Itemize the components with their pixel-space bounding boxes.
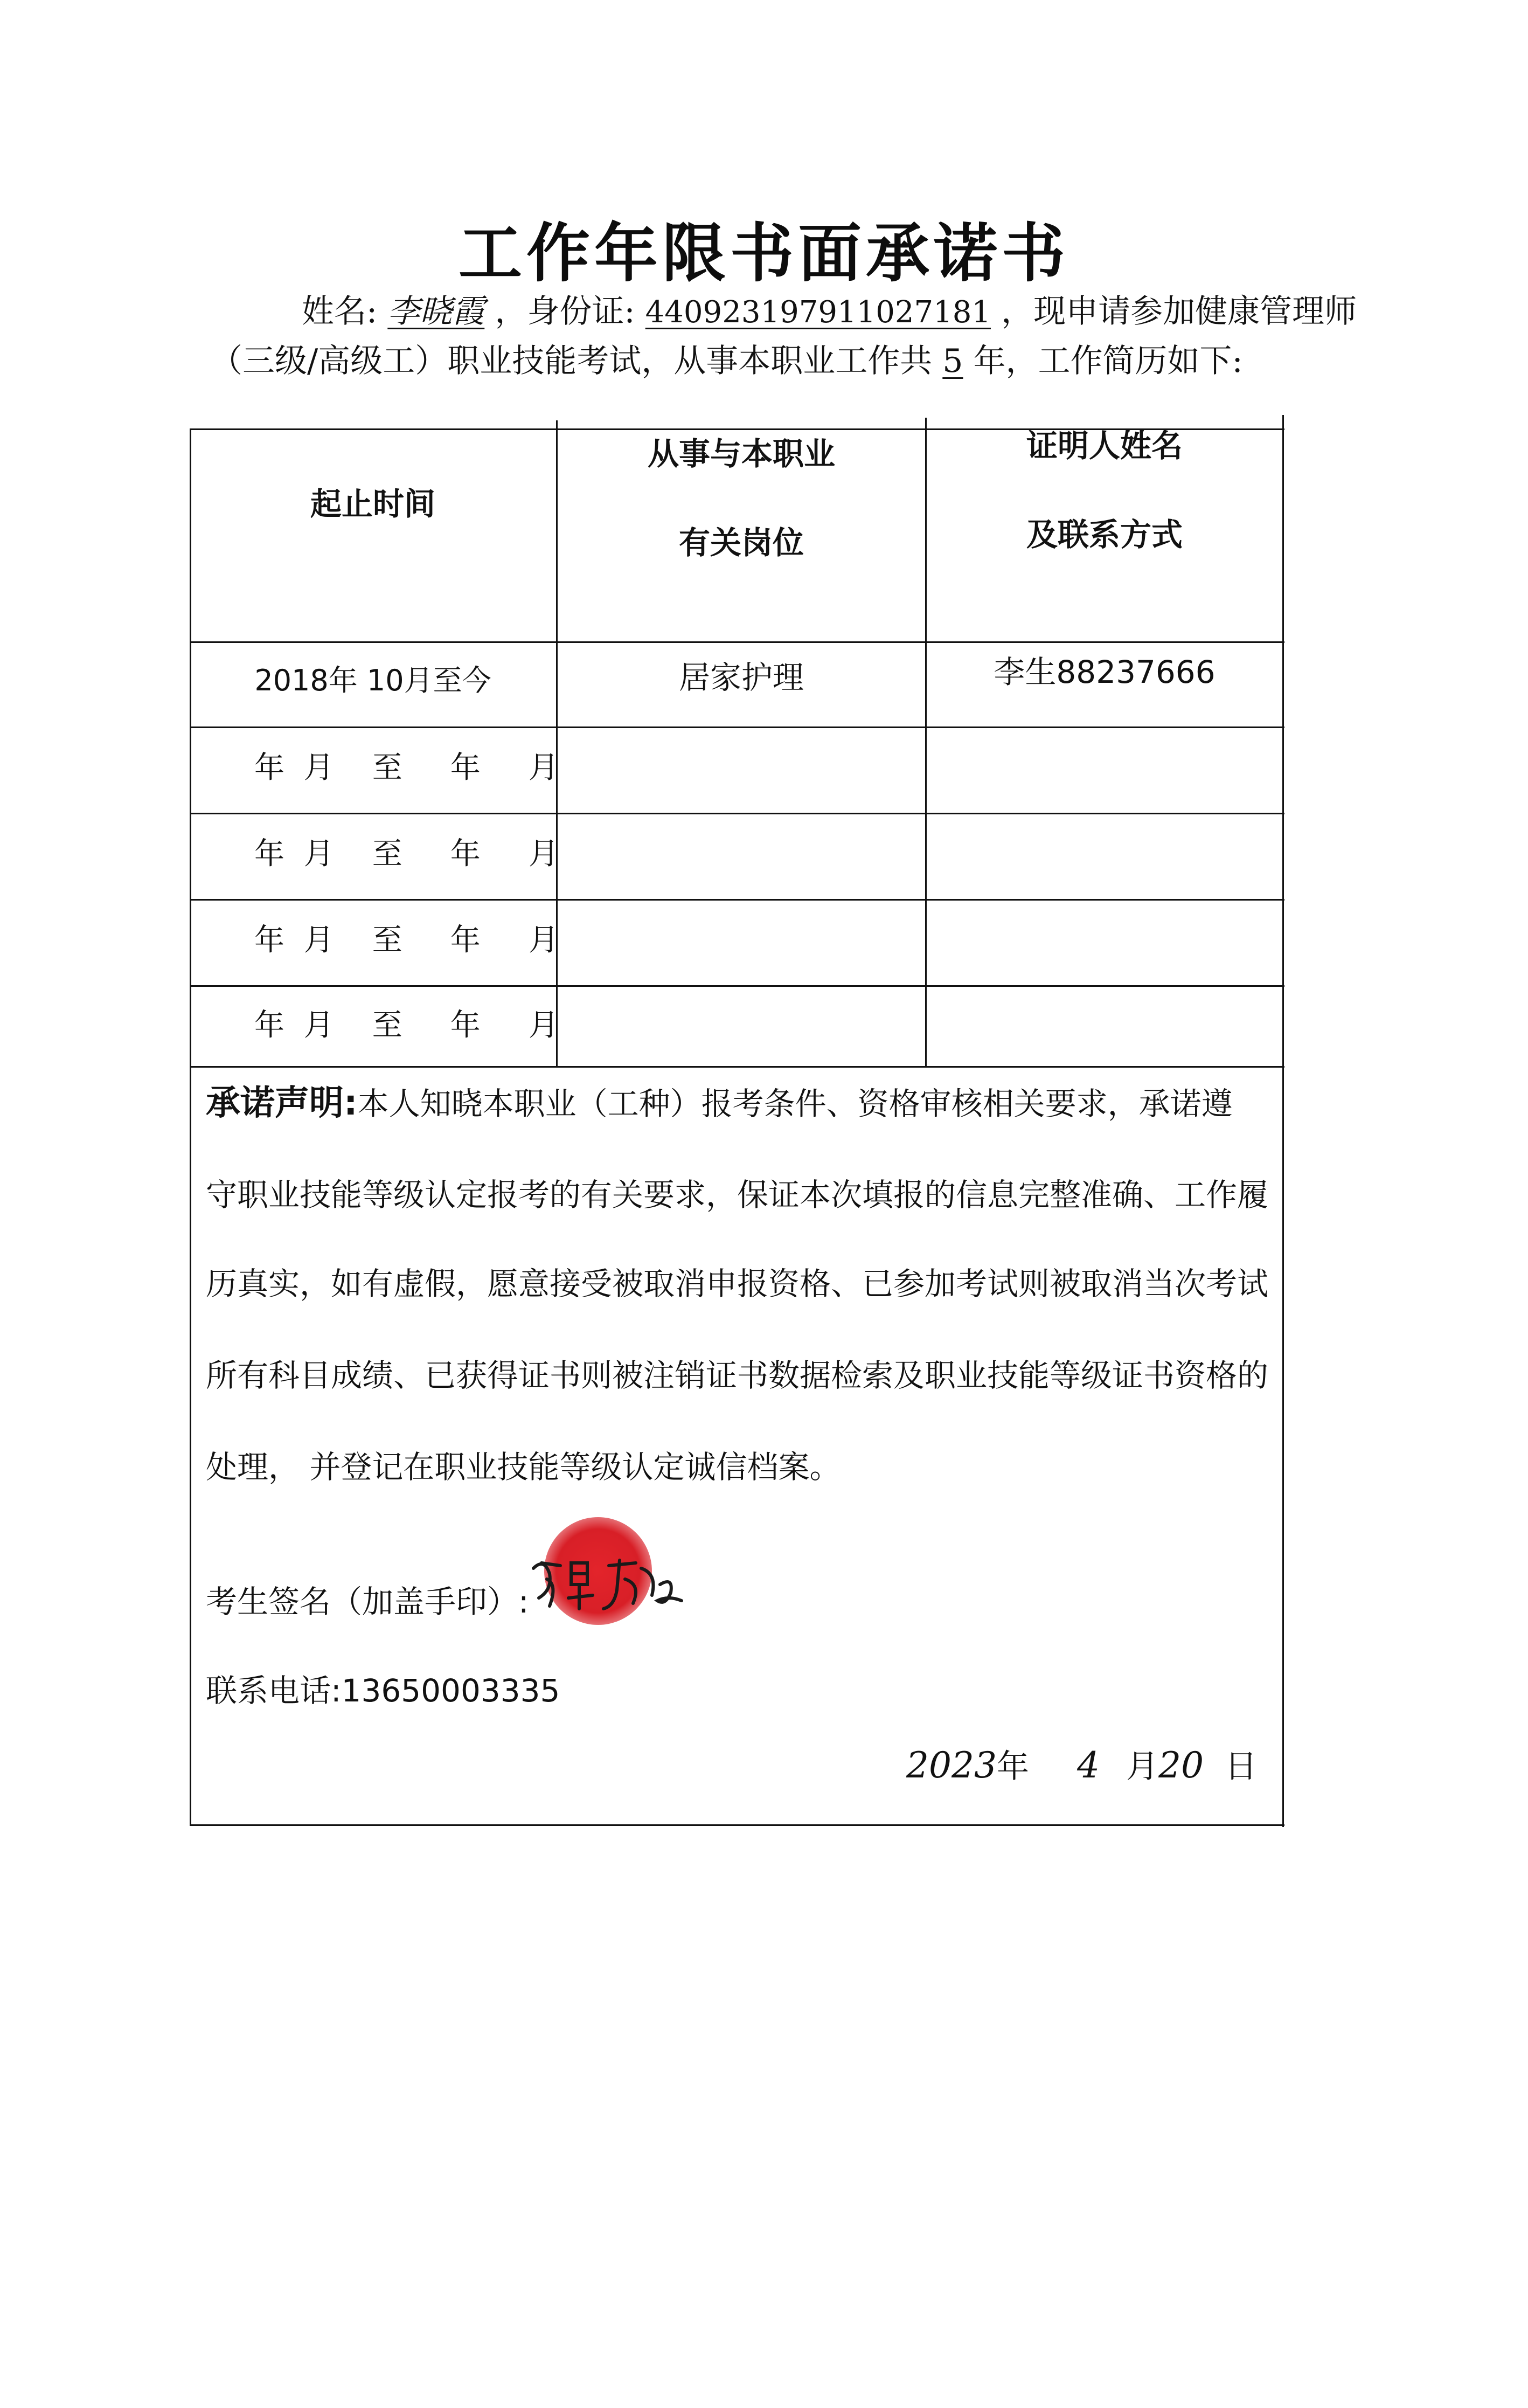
- table-right-border: [1282, 415, 1284, 1827]
- row-divider-4: [190, 985, 1284, 987]
- date-month: 4: [1077, 1745, 1100, 1786]
- declaration-line-5: 处理， 并登记在职业技能等级认定诚信档案。: [206, 1449, 841, 1485]
- declaration-line-1: [206, 1075, 1233, 1125]
- phone-value: 13650003335: [341, 1672, 560, 1709]
- row-divider-2: [190, 813, 1284, 814]
- id-label: ，身份证:: [495, 293, 635, 330]
- row1-position: 居家护理: [678, 659, 804, 696]
- row-divider-3: [190, 899, 1284, 901]
- date-month-unit: 月: [1126, 1748, 1159, 1786]
- row-divider-5: [190, 1066, 1284, 1068]
- header-period: 起止时间: [310, 486, 435, 522]
- handwritten-signature: [528, 1547, 690, 1617]
- phone-row: [206, 1665, 560, 1711]
- name-label: 姓名:: [302, 293, 378, 330]
- id-value: 440923197911027181: [645, 295, 991, 330]
- date-year: 2023: [906, 1745, 997, 1786]
- declaration-line-4: 所有科目成绩、已获得证书则被注销证书数据检索及职业技能等级证书资格的: [206, 1357, 1269, 1394]
- declaration-text-1: 本人知晓本职业（工种）报考条件、资格审核相关要求，承诺遵: [357, 1085, 1233, 1122]
- phone-label: 联系电话:: [206, 1672, 342, 1709]
- date-day-unit: 日: [1225, 1748, 1258, 1786]
- intro-line2-tail: 年，工作简历如下:: [973, 342, 1243, 380]
- date-day: 20: [1158, 1745, 1204, 1786]
- row1-witness: 李生88237666: [994, 654, 1216, 690]
- blank-period-row2: 年 月 至 年 月: [254, 750, 559, 785]
- work-history-form: [190, 415, 1284, 1827]
- row-divider-1: [190, 726, 1284, 728]
- header-witness-line2: 及联系方式: [1026, 516, 1183, 553]
- date-year-unit: 年: [996, 1748, 1029, 1786]
- declaration-line-2: 守职业技能等级认定报考的有关要求，保证本次填报的信息完整准确、工作履: [206, 1177, 1269, 1213]
- name-value: 李晓霞: [387, 293, 485, 330]
- date-row: [906, 1741, 1257, 1787]
- intro-line-2: [210, 335, 1243, 382]
- declaration-label: 承诺声明:: [206, 1083, 358, 1123]
- intro-line1-tail: ，现申请参加健康管理师: [1001, 293, 1357, 330]
- table-left-border: [190, 428, 191, 1824]
- intro-line2-head: （三级/高级工）职业技能考试，从事本职业工作共: [210, 342, 933, 380]
- declaration-line-3: 历真实，如有虚假，愿意接受被取消申报资格、已参加考试则被取消当次考试: [206, 1265, 1269, 1302]
- header-position-line1: 从事与本职业: [647, 435, 835, 472]
- page-title: 工作年限书面承诺书: [458, 216, 1069, 290]
- years-value: 5: [942, 342, 963, 380]
- blank-period-row3: 年 月 至 年 月: [254, 836, 559, 871]
- header-witness-line1: 证明人姓名: [1026, 427, 1183, 464]
- blank-period-row4: 年 月 至 年 月: [254, 923, 559, 958]
- intro-line-1: [302, 286, 1357, 332]
- header-position-line2: 有关岗位: [678, 524, 804, 561]
- table-bottom-border: [190, 1824, 1284, 1826]
- row1-period: 2018年 10月至今: [254, 663, 491, 697]
- row-divider-header: [190, 641, 1284, 643]
- blank-period-row5: 年 月 至 年 月: [254, 1008, 559, 1043]
- signature-label: 考生签名（加盖手印）:: [206, 1583, 529, 1620]
